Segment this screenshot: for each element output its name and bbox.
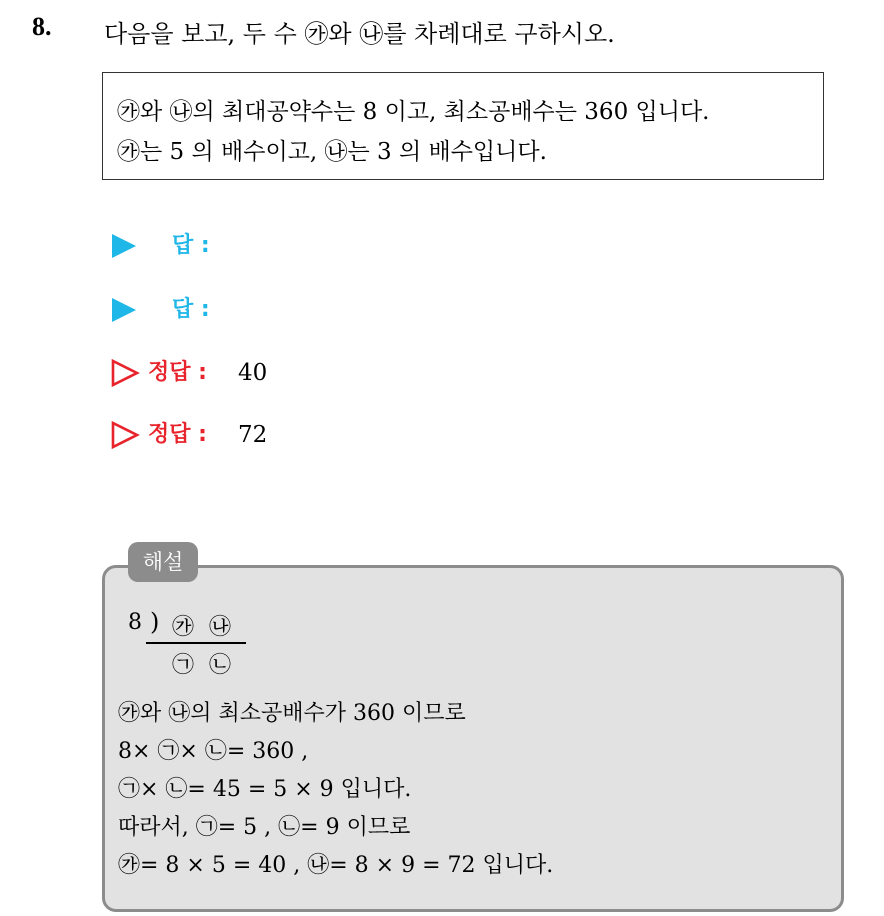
correct-answer-value: 40 [238, 360, 268, 386]
division-diagram [128, 610, 268, 680]
division-divisor: 8 [128, 610, 142, 635]
correct-answer-label: 정답 : [148, 360, 207, 385]
explanation-line-2: 8× ㉠× ㉡= 360 , [118, 739, 309, 764]
division-bottom: ㉠ ㉡ [172, 653, 235, 678]
play-triangle-icon [112, 234, 136, 258]
question-number: 8. [32, 12, 52, 41]
explanation-line-4: 따라서, ㉠= 5 , ㉡= 9 이므로 [118, 815, 411, 840]
answer-label: 답 : [172, 297, 210, 322]
explanation-tag: 해설 [128, 542, 198, 582]
division-top: ㉮ ㉯ [172, 615, 235, 640]
answer-row-1 [112, 230, 210, 262]
condition-line-1: ㉮와 ㉯의 최대공약수는 8 이고, 최소공배수는 360 입니다. [117, 99, 710, 125]
correct-answer-label: 정답 : [148, 422, 207, 447]
division-bar [146, 642, 246, 644]
explanation-line-5: ㉮= 8 × 5 = 40 , ㉯= 8 × 9 = 72 입니다. [118, 853, 554, 878]
explanation-line-1: ㉮와 ㉯의 최소공배수가 360 이므로 [118, 701, 466, 726]
explanation-line-3: ㉠× ㉡= 45 = 5 × 9 입니다. [118, 777, 412, 802]
division-paren: ) [150, 608, 160, 636]
outline-triangle-icon [110, 420, 140, 450]
condition-line-2: ㉮는 5 의 배수이고, ㉯는 3 의 배수입니다. [117, 139, 547, 165]
correct-answer-row-1 [110, 356, 268, 390]
answer-row-2 [112, 294, 210, 326]
correct-answer-row-2 [110, 418, 268, 452]
question-prompt: 다음을 보고, 두 수 ㉮와 ㉯를 차례대로 구하시오. [104, 20, 615, 48]
condition-box [102, 72, 824, 180]
answer-label: 답 : [172, 233, 210, 258]
play-triangle-icon [112, 298, 136, 322]
outline-triangle-icon [110, 358, 140, 388]
correct-answer-value: 72 [238, 422, 268, 448]
